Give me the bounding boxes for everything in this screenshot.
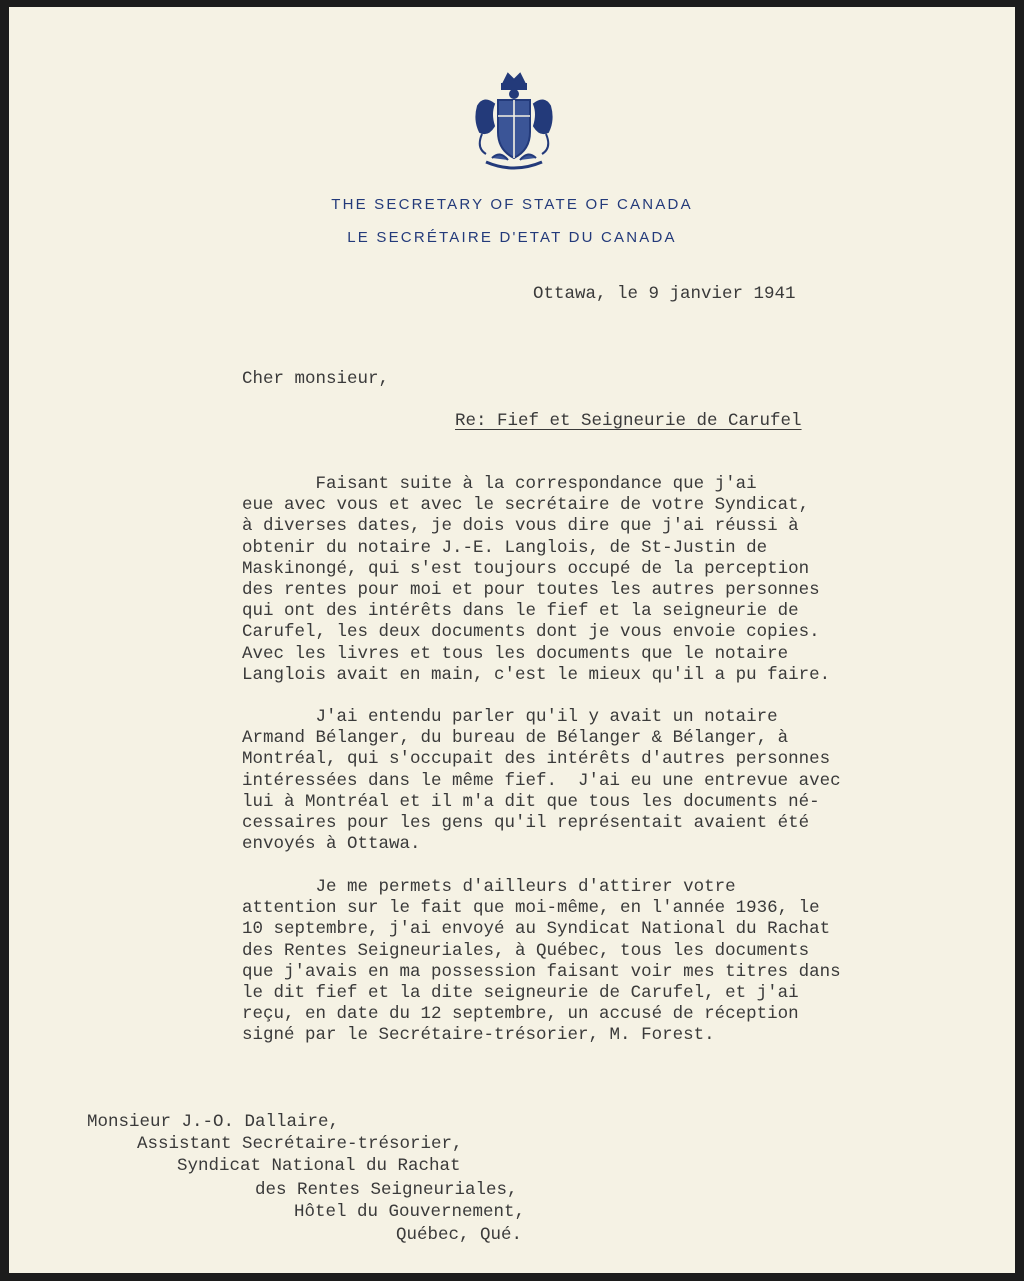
paragraph-line: Armand Bélanger, du bureau de Bélanger & Bélanger, à bbox=[242, 728, 789, 749]
dateline: Ottawa, le 9 janvier 1941 bbox=[533, 284, 796, 304]
paragraph-line: qui ont des intérêts dans le fief et la seigneurie de bbox=[242, 601, 799, 622]
body-paragraph bbox=[242, 474, 982, 686]
paragraph-line: des rentes pour moi et pour toutes les autres personnes bbox=[242, 580, 820, 601]
recipient-line: Monsieur J.-O. Dallaire, bbox=[87, 1112, 340, 1132]
paragraph-line: intéressées dans le même fief. J'ai eu une entrevue avec bbox=[242, 770, 841, 791]
paragraph-line: Langlois avait en main, c'est le mieux qu'il a pu faire. bbox=[242, 664, 831, 685]
paragraph-line: 10 septembre, j'ai envoyé au Syndicat National du Rachat bbox=[242, 919, 831, 940]
paragraph-line: lui à Montréal et il m'a dit que tous les documents né- bbox=[242, 791, 820, 812]
coat-of-arms-icon bbox=[468, 70, 560, 178]
recipient-line: des Rentes Seigneuriales, bbox=[255, 1180, 518, 1200]
paragraph-line: le dit fief et la dite seigneurie de Carufel, et j'ai bbox=[242, 983, 799, 1004]
recipient-line: Assistant Secrétaire-trésorier, bbox=[137, 1134, 463, 1154]
recipient-line: Syndicat National du Rachat bbox=[177, 1156, 461, 1176]
paragraph-line: Faisant suite à la correspondance que j'ai bbox=[242, 474, 757, 494]
salutation: Cher monsieur, bbox=[242, 369, 390, 389]
paragraph-line: signé par le Secrétaire-trésorier, M. Forest. bbox=[242, 1025, 715, 1046]
paragraph-line: à diverses dates, je dois vous dire que j'ai réussi à bbox=[242, 516, 799, 537]
body-paragraph bbox=[242, 877, 982, 1047]
recipient-line: Québec, Qué. bbox=[396, 1225, 523, 1245]
paragraph-line: Carufel, les deux documents dont je vous envoie copies. bbox=[242, 622, 820, 643]
paragraph-line: Montréal, qui s'occupait des intérêts d'autres personnes bbox=[242, 749, 831, 770]
paragraph-line: Avec les livres et tous les documents que le notaire bbox=[242, 643, 789, 664]
recipient-line: Hôtel du Gouvernement, bbox=[294, 1202, 526, 1222]
paragraph-line: Je me permets d'ailleurs d'attirer votre bbox=[242, 877, 736, 897]
subject-line: Re: Fief et Seigneurie de Carufel bbox=[455, 411, 802, 431]
paragraph-line: reçu, en date du 12 septembre, un accusé de réception bbox=[242, 1004, 799, 1025]
paragraph-line: que j'avais en ma possession faisant voir mes titres dans bbox=[242, 961, 841, 982]
paragraph-line: J'ai entendu parler qu'il y avait un notaire bbox=[242, 707, 778, 727]
paragraph-line: des Rentes Seigneuriales, à Québec, tous les documents bbox=[242, 940, 810, 961]
paragraph-line: attention sur le fait que moi-même, en l'année 1936, le bbox=[242, 898, 820, 919]
letterhead-title-fr: LE SECRÉTAIRE D'ETAT DU CANADA bbox=[347, 229, 677, 246]
letterhead-title-en: THE SECRETARY OF STATE OF CANADA bbox=[331, 196, 693, 213]
paragraph-line: Maskinongé, qui s'est toujours occupé de la perception bbox=[242, 558, 810, 579]
paragraph-line: envoyés à Ottawa. bbox=[242, 834, 421, 855]
body-paragraph bbox=[242, 707, 982, 855]
paragraph-line: obtenir du notaire J.-E. Langlois, de St-Justin de bbox=[242, 537, 768, 558]
paragraph-line: eue avec vous et avec le secrétaire de votre Syndicat, bbox=[242, 495, 810, 516]
paragraph-line: cessaires pour les gens qu'il représentait avaient été bbox=[242, 813, 810, 834]
